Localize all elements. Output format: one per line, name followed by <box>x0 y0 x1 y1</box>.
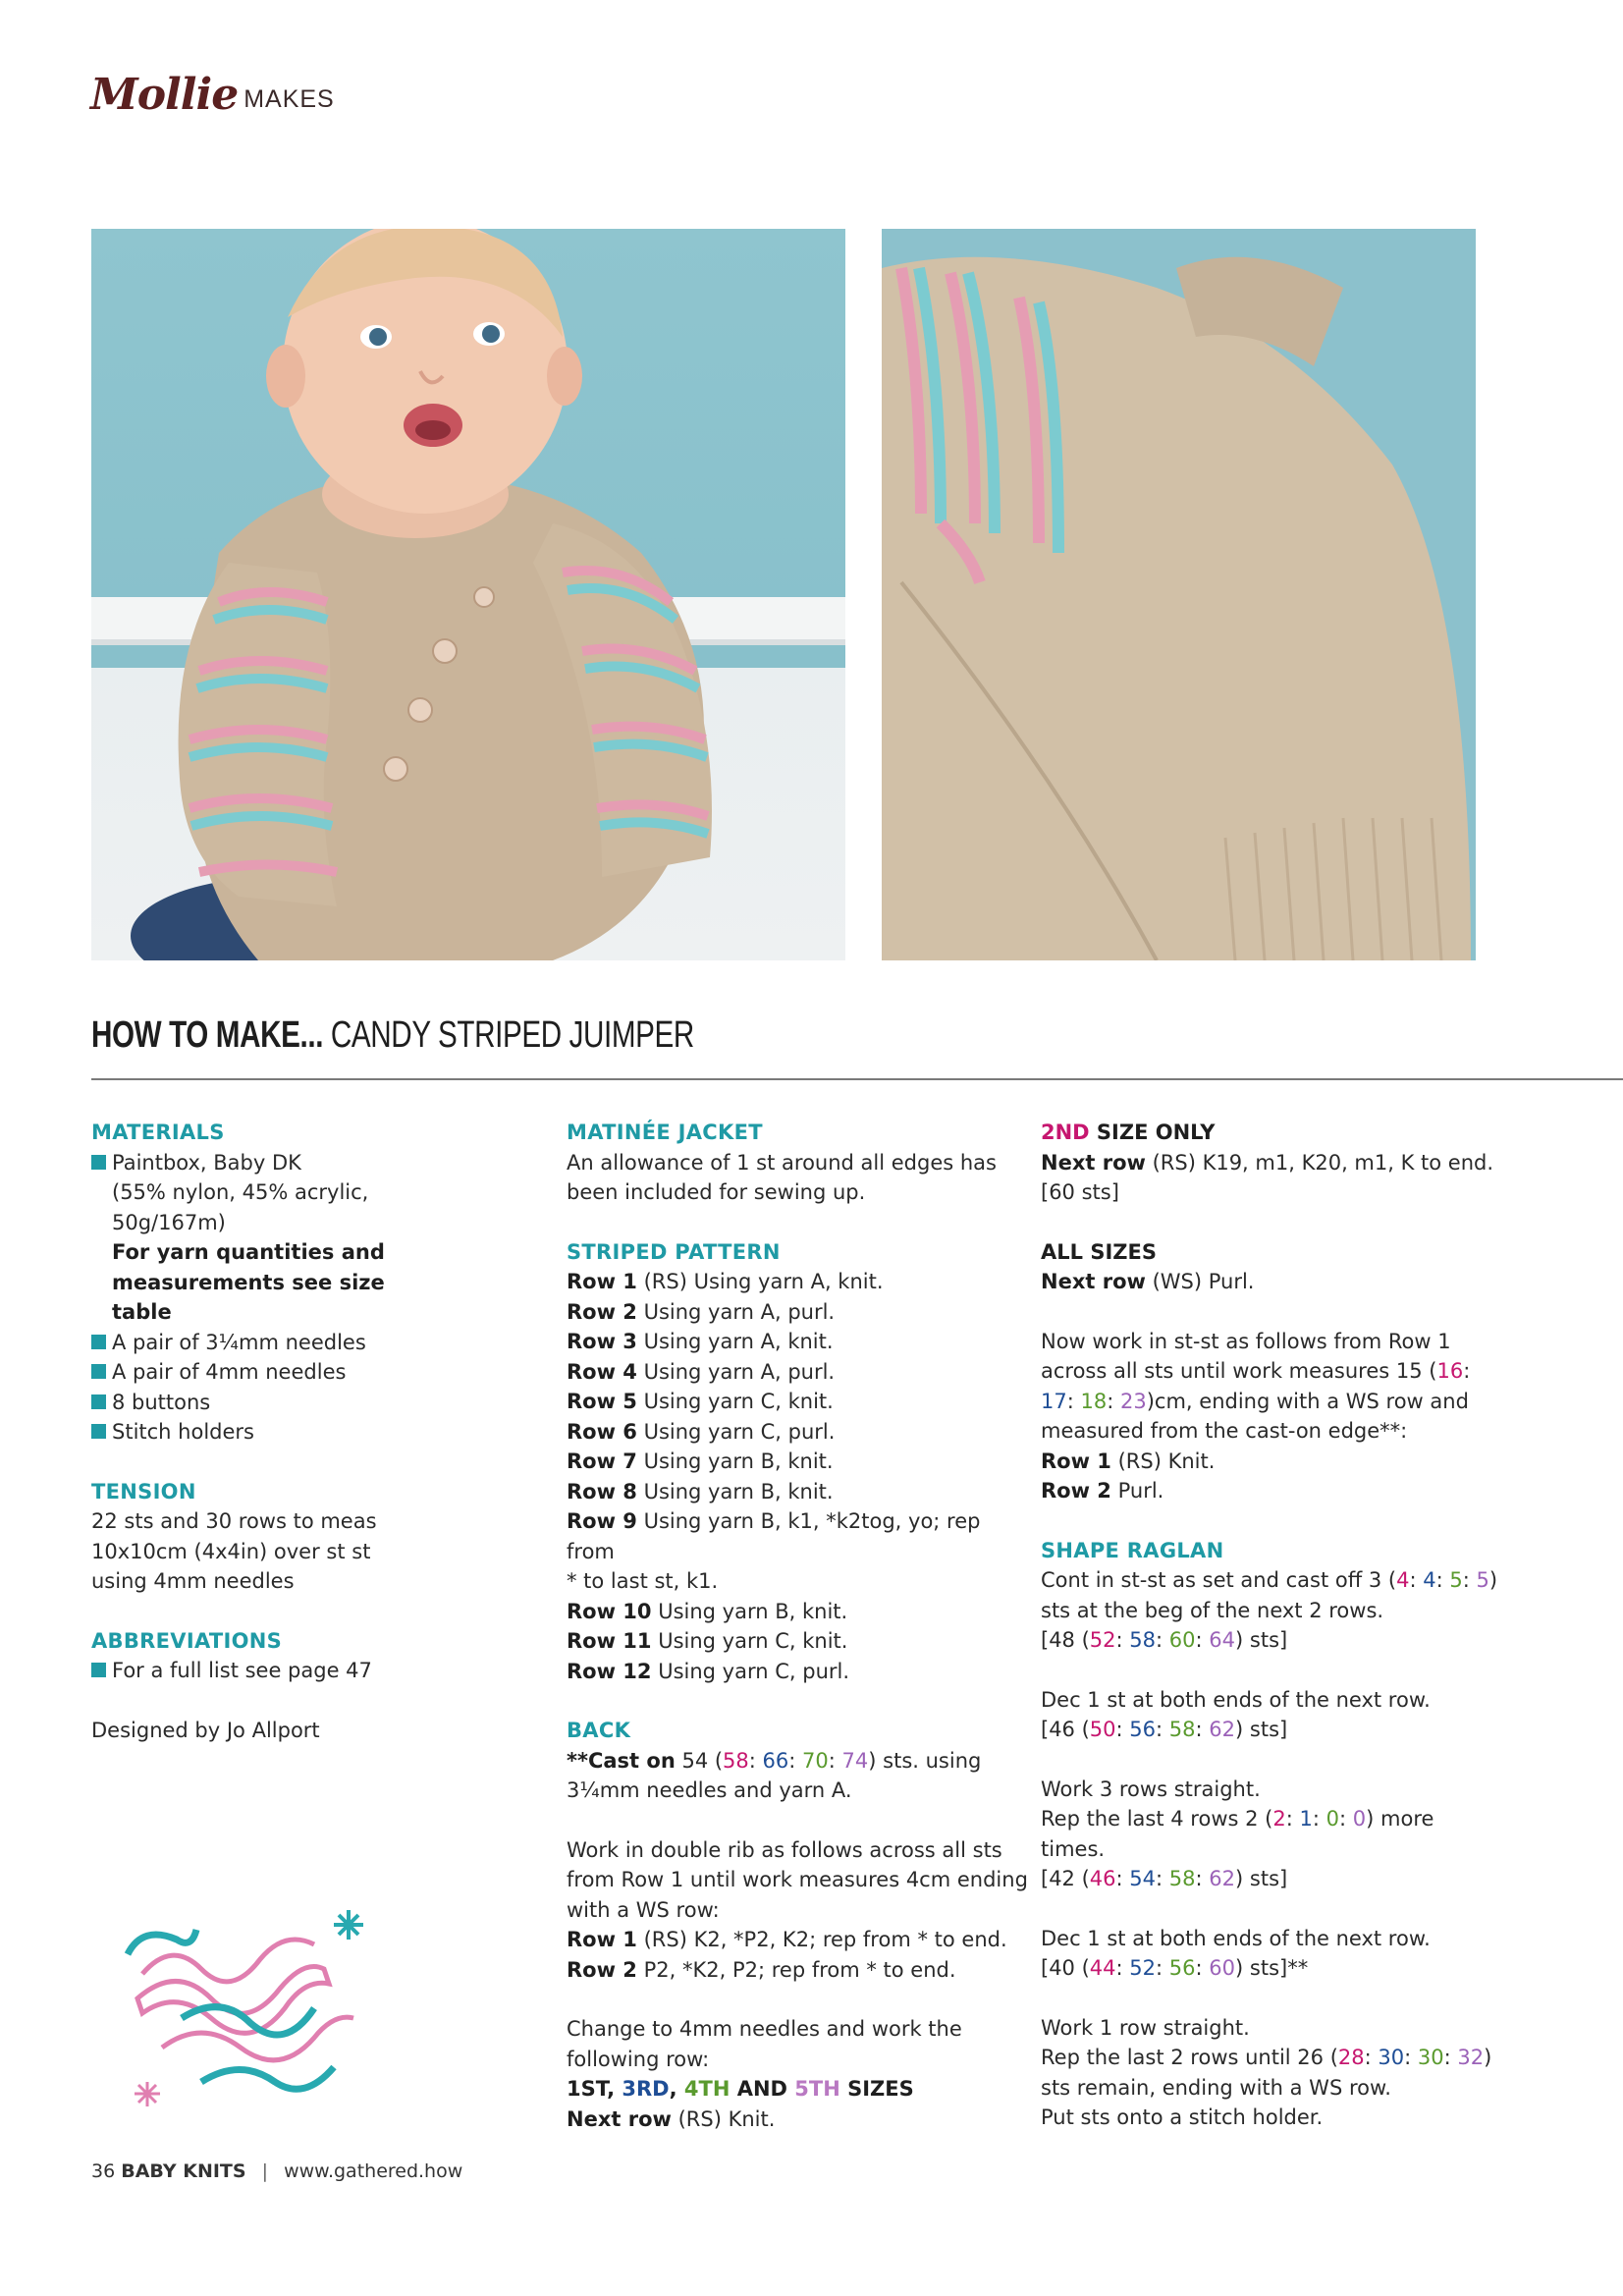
body-text: 17: 18: 23)cm, ending with a WS row and <box>1041 1389 1469 1413</box>
square-bullet-icon <box>91 1663 106 1677</box>
row-instruction: Row 1 (RS) Knit. <box>1041 1449 1216 1473</box>
body-text: Work 1 row straight. <box>1041 2015 1250 2040</box>
column-pattern <box>567 1118 1028 2134</box>
stripe-row: Row 5 Using yarn C, knit. <box>567 1390 834 1413</box>
next-row: Next row (RS) K19, m1, K20, m1, K to end. <box>1041 1150 1494 1175</box>
next-row: Next row (WS) Purl. <box>1041 1270 1255 1293</box>
materials-item <box>91 1357 425 1388</box>
back-text: from Row 1 until work measures 4cm ending <box>567 1868 1028 1891</box>
designer-credit: Designed by Jo Allport <box>91 1718 320 1742</box>
materials-note: For yarn quantities and <box>112 1240 385 1264</box>
abbreviations-item <box>91 1656 425 1686</box>
stripe-row: Row 1 (RS) Using yarn A, knit. <box>567 1270 884 1293</box>
square-bullet-icon <box>91 1364 106 1379</box>
materials-heading: MATERIALS <box>91 1121 225 1144</box>
striped-rows <box>567 1267 1028 1686</box>
shoulder-photo <box>882 229 1476 960</box>
square-bullet-icon <box>91 1394 106 1409</box>
square-bullet-icon <box>91 1424 106 1439</box>
column-materials <box>91 1118 425 1745</box>
back-cast-on: **Cast on 54 (58: 66: 70: 74) sts. using <box>567 1748 982 1773</box>
baby-illustration <box>91 229 845 960</box>
materials-yarn-detail: (55% nylon, 45% acrylic, <box>112 1180 369 1204</box>
body-text: Rep the last 2 rows until 26 (28: 30: 30: 32) <box>1041 2046 1492 2069</box>
tension-heading: TENSION <box>91 1479 196 1503</box>
materials-text: 8 buttons <box>112 1390 211 1414</box>
materials-text: A pair of 4mm needles <box>112 1360 347 1384</box>
rib-row: Row 1 (RS) K2, *P2, K2; rep from * to end. <box>567 1928 1007 1951</box>
jacket-text: been included for sewing up. <box>567 1180 866 1204</box>
materials-item <box>91 1148 425 1328</box>
back-heading: BACK <box>567 1719 631 1742</box>
body-text: Dec 1 st at both ends of the next row. <box>1041 1926 1431 1950</box>
shoulder-illustration <box>882 229 1476 960</box>
baby-photo <box>91 229 845 960</box>
stripe-row: * to last st, k1. <box>567 1569 719 1593</box>
stitch-count: [42 (46: 54: 58: 62) sts] <box>1041 1867 1288 1890</box>
materials-text: Stitch holders <box>112 1420 254 1444</box>
materials-yarn-detail: 50g/167m) <box>112 1210 226 1234</box>
square-bullet-icon <box>91 1335 106 1349</box>
logo-makes: MAKES <box>243 85 335 113</box>
body-text: Rep the last 4 rows 2 (2: 1: 0: 0) more times. <box>1041 1807 1434 1861</box>
footer-separator: | <box>261 2160 269 2182</box>
stitch-count: [60 sts] <box>1041 1180 1119 1204</box>
materials-item <box>91 1328 425 1358</box>
stripe-row: Row 3 Using yarn A, knit. <box>567 1330 834 1353</box>
heading-bold: HOW TO MAKE... <box>91 1014 324 1056</box>
materials-text: A pair of 3¼mm needles <box>112 1330 366 1354</box>
row-instruction: Row 2 Purl. <box>1041 1479 1164 1503</box>
sizes-heading: 1ST, 3RD, 4TH AND 5TH SIZES <box>567 2077 914 2101</box>
back-text: with a WS row: <box>567 1897 720 1922</box>
body-text: across all sts until work measures 15 (16: <box>1041 1359 1471 1383</box>
stripe-row: Row 4 Using yarn A, purl. <box>567 1359 836 1384</box>
striped-heading: STRIPED PATTERN <box>567 1239 781 1264</box>
back-text: 3¼mm needles and yarn A. <box>567 1778 852 1802</box>
stitch-count: [48 (52: 58: 60: 64) sts] <box>1041 1628 1288 1652</box>
raglan-heading: SHAPE RAGLAN <box>1041 1538 1224 1562</box>
stitch-count: [40 (44: 52: 56: 60) sts]** <box>1041 1956 1309 1980</box>
all-sizes-heading: ALL SIZES <box>1041 1239 1157 1264</box>
back-text: Change to 4mm needles and work the <box>567 2017 962 2041</box>
abbreviations-heading: ABBREVIATIONS <box>91 1628 283 1653</box>
stripe-row: Row 2 Using yarn A, purl. <box>567 1299 836 1324</box>
stripe-row: Row 7 Using yarn B, knit. <box>567 1449 834 1473</box>
materials-yarn: Paintbox, Baby DK <box>112 1150 301 1175</box>
logo-script: Mollie <box>90 70 239 120</box>
stripe-row: Row 6 Using yarn C, purl. <box>567 1419 836 1444</box>
body-text: sts at the beg of the next 2 rows. <box>1041 1598 1384 1622</box>
back-text: following row: <box>567 2047 710 2071</box>
heading-light: CANDY STRIPED JUIMPER <box>323 1014 694 1056</box>
stripe-row: Row 10 Using yarn B, knit. <box>567 1599 848 1623</box>
abbreviations-text: For a full list see page 47 <box>112 1659 372 1682</box>
body-text: sts remain, ending with a WS row. <box>1041 2075 1391 2100</box>
body-text: Cont in st-st as set and cast off 3 (4: 4: 5: 5) <box>1041 1568 1498 1592</box>
body-text: Dec 1 st at both ends of the next row. <box>1041 1687 1431 1712</box>
body-text: Work 3 rows straight. <box>1041 1777 1261 1801</box>
body-text: Put sts onto a stitch holder. <box>1041 2105 1324 2129</box>
next-row: Next row (RS) Knit. <box>567 2106 776 2131</box>
rib-row: Row 2 P2, *K2, P2; rep from * to end. <box>567 1957 956 1982</box>
back-text: Work in double rib as follows across all sts <box>567 1837 1002 1862</box>
materials-item <box>91 1388 425 1418</box>
materials-item <box>91 1417 425 1448</box>
page-footer <box>91 2160 462 2182</box>
stripe-row: Row 12 Using yarn C, purl. <box>567 1659 850 1683</box>
materials-note: table <box>112 1300 172 1324</box>
body-text: Now work in st-st as follows from Row 1 <box>1041 1329 1451 1353</box>
size2-heading: 2ND SIZE ONLY <box>1041 1121 1216 1144</box>
wavy-doodle-icon <box>103 1900 373 2126</box>
publication-title: BABY KNITS <box>121 2160 246 2182</box>
page-number: 36 <box>91 2160 116 2182</box>
body-text: measured from the cast-on edge**: <box>1041 1419 1408 1443</box>
stripe-row: Row 9 Using yarn B, k1, *k2tog, yo; rep from <box>567 1509 981 1563</box>
jacket-heading: MATINÉE JACKET <box>567 1121 763 1144</box>
stripe-row: Row 8 Using yarn B, knit. <box>567 1479 834 1503</box>
column-shaping <box>1041 1118 1502 2133</box>
materials-note: measurements see size <box>112 1270 385 1294</box>
tension-text: 10x10cm (4x4in) over st st <box>91 1539 371 1563</box>
jacket-text: An allowance of 1 st around all edges has <box>567 1150 997 1175</box>
tension-text: 22 sts and 30 rows to meas <box>91 1509 377 1533</box>
tension-text: using 4mm needles <box>91 1569 295 1593</box>
magazine-logo <box>90 61 335 120</box>
stripe-row: Row 11 Using yarn C, knit. <box>567 1629 848 1653</box>
heading-rule <box>91 1078 1623 1080</box>
page-heading <box>91 1014 694 1057</box>
website-link[interactable]: www.gathered.how <box>284 2160 463 2182</box>
square-bullet-icon <box>91 1155 106 1170</box>
stitch-count: [46 (50: 56: 58: 62) sts] <box>1041 1718 1288 1741</box>
